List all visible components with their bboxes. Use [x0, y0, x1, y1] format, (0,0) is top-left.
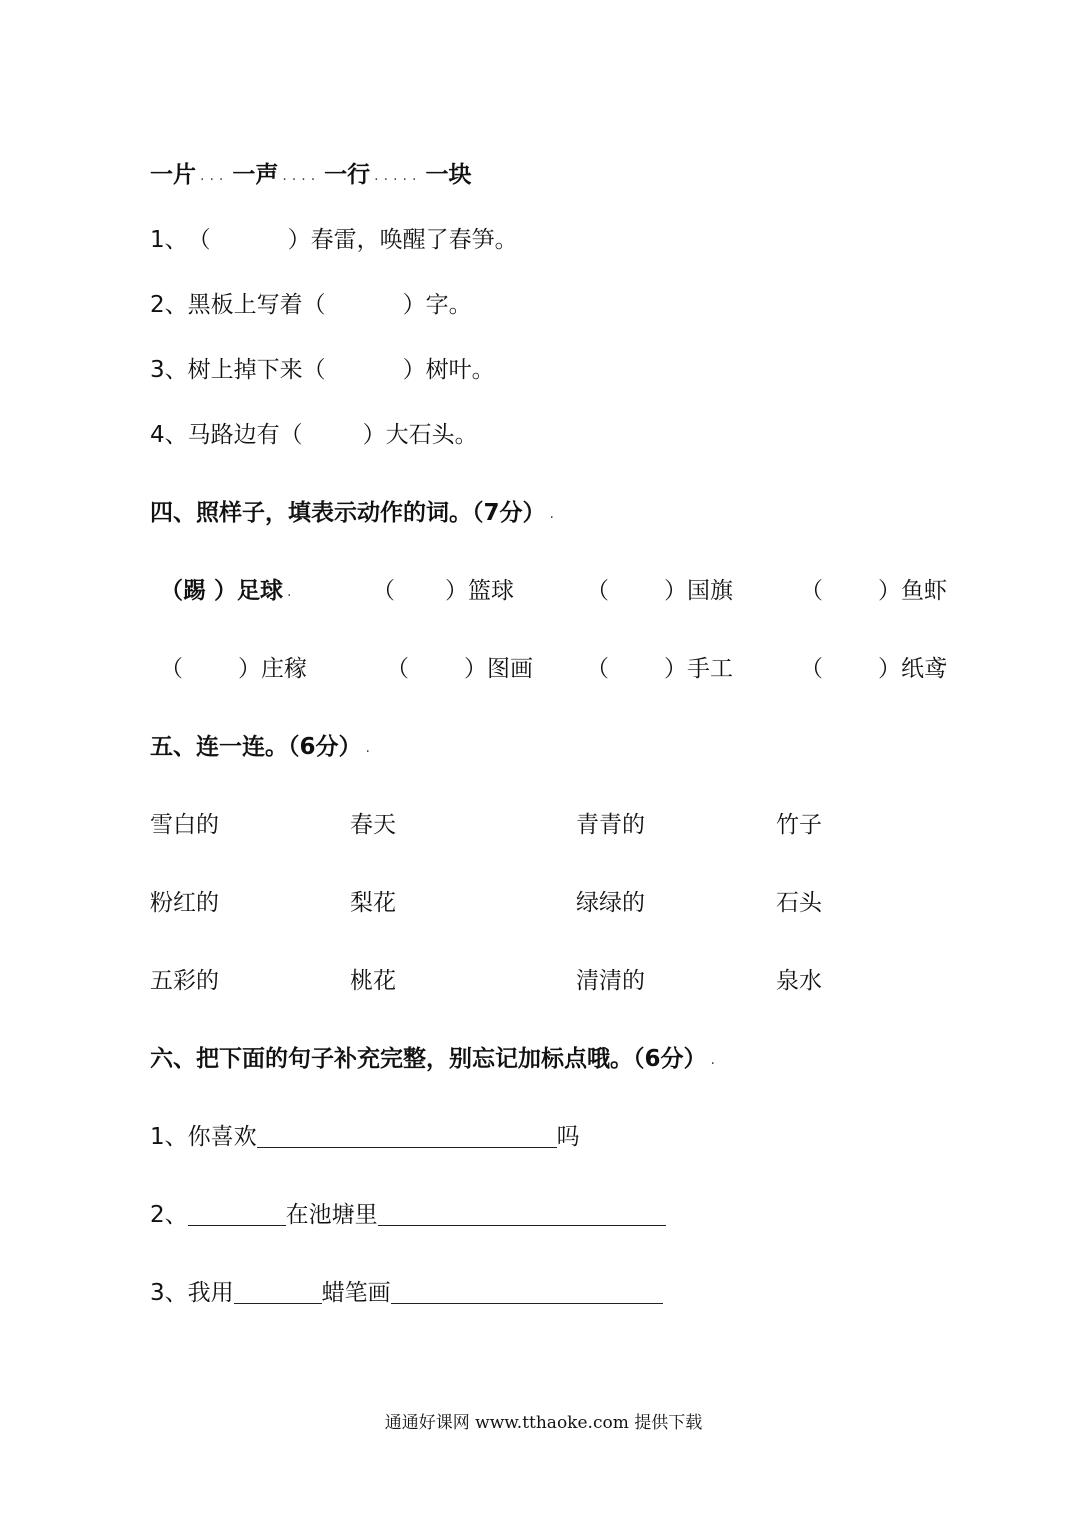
item-number: 1、 [150, 227, 188, 253]
answer-blank[interactable] [257, 1123, 557, 1148]
measure-word-2: 一声 [232, 162, 279, 188]
measure-word-4: 一块 [425, 162, 472, 188]
paren-close: ） [287, 227, 311, 253]
item-post-text: 字。 [425, 292, 472, 318]
sentence-text: 蜡笔画 [321, 1280, 391, 1306]
sentence-3 [150, 1278, 663, 1308]
item-post-text: 大石头。 [385, 422, 478, 448]
verb-object: 图画 [487, 656, 533, 682]
verb-item [586, 654, 733, 684]
match-word[interactable]: 石头 [776, 890, 822, 916]
match-word[interactable]: 春天 [350, 812, 396, 838]
verb-item [800, 576, 947, 606]
sentence-text: 吗 [556, 1124, 580, 1150]
paren-open: （ [800, 656, 823, 682]
verb-object: 国旗 [687, 578, 733, 604]
paren-close: ） [445, 578, 468, 604]
paren-open: （ [187, 227, 211, 253]
dot-separator: ... [200, 168, 229, 184]
q3-item-3 [150, 355, 495, 385]
match-word[interactable]: 桃花 [350, 968, 396, 994]
paren-close: ） [238, 656, 261, 682]
verb-item [586, 576, 733, 606]
match-word[interactable]: 梨花 [350, 890, 396, 916]
paren-open: （ [160, 578, 183, 604]
paren-close: ） [664, 578, 687, 604]
item-pre-text: 黑板上写着 [187, 292, 303, 318]
item-number: 2、 [150, 292, 188, 318]
paren-close: ） [464, 656, 487, 682]
sentence-text: 你喜欢 [187, 1124, 257, 1150]
answer-blank[interactable] [234, 1279, 322, 1304]
paren-close: ） [664, 656, 687, 682]
paren-close: ） [362, 422, 386, 448]
paren-open: （ [279, 422, 303, 448]
sentence-text: 我用 [187, 1280, 234, 1306]
q3-item-1 [150, 225, 518, 255]
q3-item-2 [150, 290, 472, 320]
q3-item-4 [150, 420, 478, 450]
measure-word-3: 一行 [324, 162, 371, 188]
match-word[interactable]: 雪白的 [150, 812, 219, 838]
paren-open: （ [372, 578, 395, 604]
section-title-text: 五、连一连。（6分） [150, 734, 362, 760]
section5-title [150, 732, 379, 763]
verb-object: 手工 [687, 656, 733, 682]
paren-close: ） [878, 656, 901, 682]
section-title-text: 四、照样子，填表示动作的词。（7分） [150, 500, 546, 526]
item-pre-text: 树上掉下来 [187, 357, 303, 383]
verb-item [160, 654, 307, 684]
verb-object: 篮球 [468, 578, 514, 604]
sentence-text: 在池塘里 [285, 1202, 378, 1228]
answer-blank[interactable] [188, 1201, 286, 1226]
paren-open: （ [302, 357, 326, 383]
dot-separator: .... [282, 168, 321, 184]
paren-close: ） [214, 578, 237, 604]
answer-blank[interactable] [378, 1201, 666, 1226]
example-item [160, 576, 300, 607]
dot-separator: . [549, 506, 559, 522]
item-number: 3、 [150, 357, 188, 383]
verb-item [386, 654, 533, 684]
verb-item [372, 576, 514, 606]
item-post-text: 树叶。 [425, 357, 495, 383]
paren-open: （ [386, 656, 409, 682]
match-word[interactable]: 青青的 [576, 812, 645, 838]
sentence-2 [150, 1200, 666, 1230]
match-word[interactable]: 粉红的 [150, 890, 219, 916]
match-word[interactable]: 五彩的 [150, 968, 219, 994]
section-title-text: 六、把下面的句子补充完整，别忘记加标点哦。（6分） [150, 1046, 707, 1072]
match-word[interactable]: 绿绿的 [576, 890, 645, 916]
paren-open: （ [586, 656, 609, 682]
item-number: 1、 [150, 1124, 188, 1150]
verb-item [800, 654, 947, 684]
dot-separator: ..... [374, 168, 422, 184]
measure-word-row [150, 160, 471, 191]
item-post-text: 春雷，唤醒了春笋。 [310, 227, 518, 253]
item-number: 4、 [150, 422, 188, 448]
sentence-1 [150, 1122, 580, 1152]
example-object: 足球 [237, 578, 283, 604]
dot-separator: . [710, 1052, 720, 1068]
match-word[interactable]: 竹子 [776, 812, 822, 838]
section4-title [150, 498, 563, 529]
paren-open: （ [586, 578, 609, 604]
item-number: 2、 [150, 1202, 188, 1228]
item-number: 3、 [150, 1280, 188, 1306]
match-word[interactable]: 泉水 [776, 968, 822, 994]
paren-open: （ [800, 578, 823, 604]
paren-open: （ [302, 292, 326, 318]
item-pre-text: 马路边有 [187, 422, 280, 448]
match-word[interactable]: 清清的 [576, 968, 645, 994]
measure-word-1: 一片 [150, 162, 196, 188]
verb-object: 鱼虾 [901, 578, 947, 604]
dot-separator: . [365, 740, 375, 756]
dot-separator: . [287, 584, 297, 600]
verb-object: 纸鸢 [901, 656, 947, 682]
paren-close: ） [402, 357, 426, 383]
paren-close: ） [402, 292, 426, 318]
verb-object: 庄稼 [261, 656, 307, 682]
paren-close: ） [878, 578, 901, 604]
section6-title [150, 1044, 724, 1075]
answer-blank[interactable] [391, 1279, 663, 1304]
paren-open: （ [160, 656, 183, 682]
example-verb: 踢 [183, 578, 206, 604]
footer: 通通好课网 www.tthaoke.com 提供下载 [384, 1413, 703, 1433]
